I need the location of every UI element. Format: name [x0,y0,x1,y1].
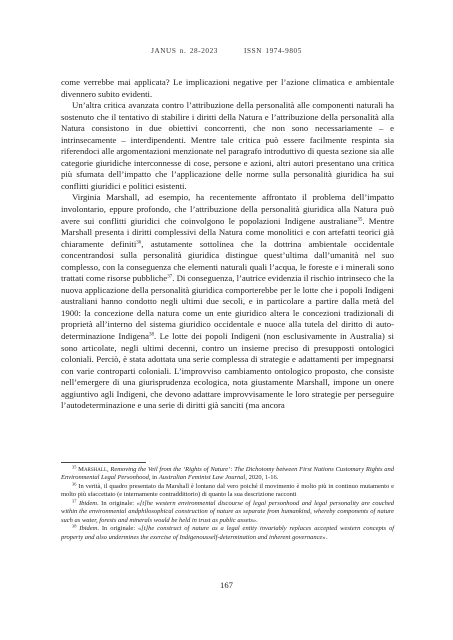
footnote-38 [61,525,394,542]
footnote-number: 38 [72,523,77,529]
paragraph-1: come verrebbe mai applicata? Le implicazioni negative per l’azione climatica e ambientale divennero subito evidenti. [61,77,394,99]
footnote-journal: Australian Feminist Law Journal [158,474,246,482]
footnote-text: , in [148,474,159,482]
footnote-number: 36 [72,481,77,487]
footnote-35: $^{35}$ Marshall, Removing the Veil from the ‘Rights of Nature’: The Dichotomy between First Nations Customary Rights and Environmental Legal Personhood, in Australian Feminist Law Journal, 2020, 1-16. [61,464,395,482]
paragraph-3-part-d: . Di conseguenza, l’autrice evidenzia il rischio intrinseco che la nuova applicazione della personalità giuridica comporterebbe per le lotte che i popoli Indigeni australiani hanno condotto negli ultimi due secoli, e in particolare a partire dalla metà del 1900: la concezione della natura come un ente giuridico altera le concezioni tradizionali di proprietà all’interno del sistema giuridico occidentale e nuoce alla tutela del diritto di auto-determinazione Indigena [61,273,395,342]
footnote-ref-37[interactable]: 37 [167,274,173,280]
footnote-text: . In originale: « [97,525,142,533]
paragraph-3-part-a: Virginia Marshall, ad esempio, ha recentemente affrontato il problema dell’impatto involontario, eppure profondo, che l’attribuzione della personalità giuridica alla Natura può avere sui conflitti giuridici che coinvolgono le popolazioni Indigene australiane [61,192,394,226]
footnote-text: . In originale: « [97,499,140,507]
footnote-text: ». [322,533,328,541]
footnote-36 [61,483,394,500]
footnote-ref-35[interactable]: 35 [357,216,363,222]
footnote-quote: [t]he western environmental discourse of legal personhood and legal personality are couched within the environmental andphilosophical construction of nature as separate from humankind, whereby components of nature such as water, forests and minerals would be held in trust as public assets [61,499,395,524]
paragraph-3-part-e: . Le lotte dei popoli Indigeni (non esclusivamente in Australia) si sono articolate, negli ultimi decenni, contro un insieme preciso di presupposti ontologici coloniali. Perciò, è stata adottata una serie complessa di strategie e adattamenti per impegnarsi con varie controparti coloniali. L’improvviso cambiamento ontologico proposto, che consiste nell’emergere di una giurisprudenza ecologica, nota giustamente Marshall, impone un onere aggiuntivo agli Indigeni, che devono adattare improvvisamente le loro strategie per perseguire l’autodeterminazione e una serie di diritti già sanciti (ma ancora [61,331,394,411]
footnote-number: 37 [72,498,77,504]
footnote-ibidem: Ibidem [79,525,98,533]
running-header [0,47,453,55]
main-text [61,77,394,412]
page-number: 167 [220,580,233,590]
footnote-text: , 2020, 1-16. [245,474,279,482]
paragraph-3-part-c: , astutamente sottolinea che la dottrina ambientale occidentale concentrandosi sulla personalità giuridica distingue quest’ultima dall’umanità nel suo complesso, con la conseguenza che elementi naturali quali l’acqua, le foreste e i minerali sono trattati come risorse pubbliche [61,238,394,284]
issn: ISSN 1974-9805 [244,47,302,55]
footnote-quote: [t]he construct of nature as a legal entity invariably replaces accepted western concepts of property and also undermines the exercise of Indigenousself-determination and inherent governance [61,525,395,541]
footnote-text: ». [252,516,258,524]
paragraph-3 [61,192,394,411]
footnote-title: Removing the Veil from the ‘Rights of Nature’: The Dichotomy between First Nations Customary Rights and Environmental Legal Personhood [61,466,395,482]
footnote-text: In verità, il quadro presentato da Marshall è lontano dal vero poiché il movimento è molto più in continuo mutamento e molto più sfaccettato (e internamente contraddittorio) di quanto la sua descrizione racconti [61,482,394,499]
footnote-ibidem: Ibidem [78,499,97,507]
footnote-number: 35 [72,464,77,470]
paragraph-2: Un’altra critica avanzata contro l’attribuzione della personalità alle componenti naturali ha sostenuto che il tentativo di stabilire i diritti della Natura e l’attribuzione della personalità alla Natura consistono in due obiettivi concorrenti, che non sono necessariamente – e intrinsecamente – interdipendenti. Mentre tale critica può essere facilmente respinta sia riferendoci alle argomentazioni menzionate nel paragrafo introduttivo di questa sezione sia alle categorie giuridiche interconnesse di cose, persone e azioni, altri autori presentano una critica più sfumata dell’impatto che l’applicazione delle norme sulla personalità giuridica ha sui conflitti giuridici e politici esistenti. [61,100,394,191]
footnote-ref-36[interactable]: 36 [136,240,142,246]
footnote-37 [61,500,394,525]
footnote-divider [61,462,146,463]
footnotes [61,466,394,542]
paragraph-3-part-b: . Mentre Marshall presenta i diritti complessivi della Natura come monolitici e con artefatti teorici già chiaramente definiti [61,215,394,249]
footnote-author: Marshall [78,466,108,473]
footnote-ref-38[interactable]: 38 [148,332,154,338]
journal-issue: JANUS n. 28-2023 [151,47,218,55]
